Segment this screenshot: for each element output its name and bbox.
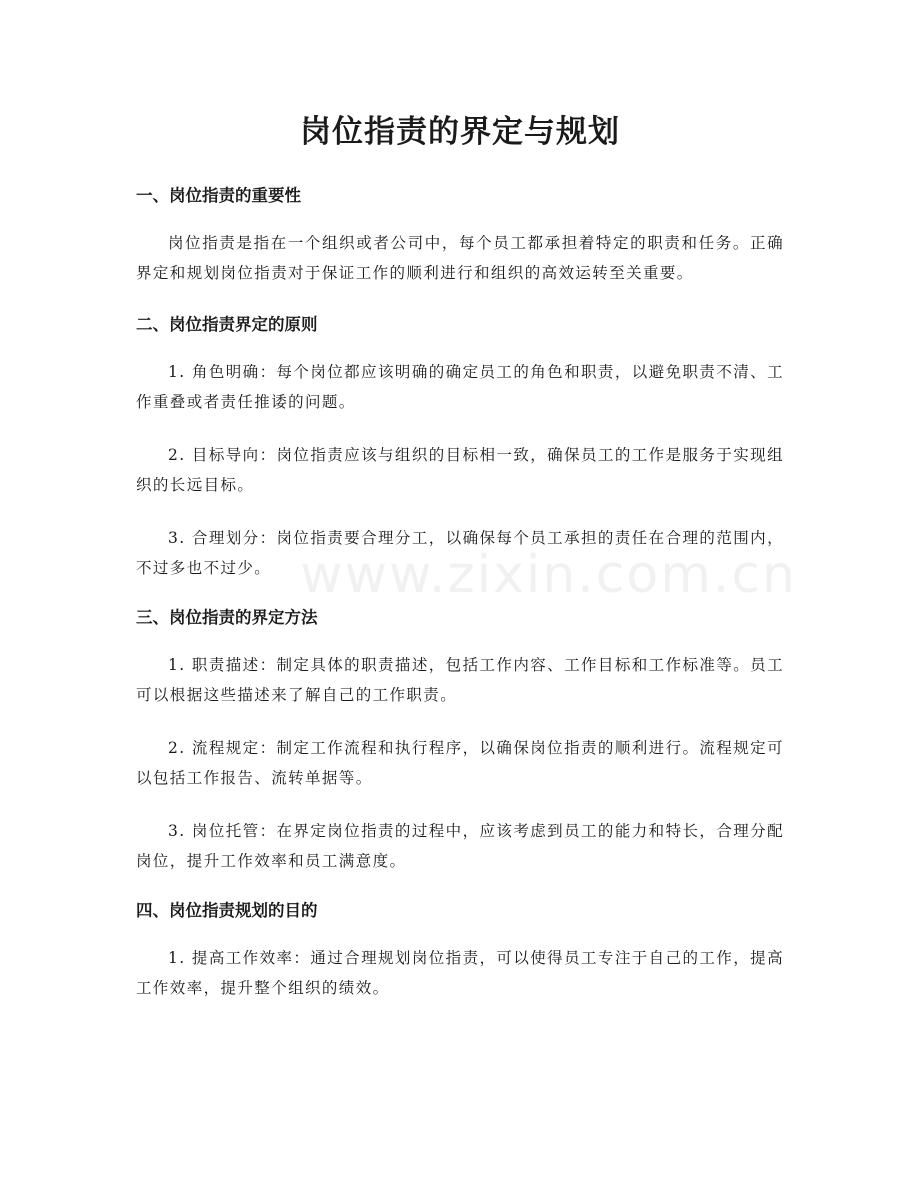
section-importance [136, 184, 784, 288]
section-heading: 二、岗位指责界定的原则 [136, 315, 318, 334]
list-item: 1. 职责描述：制定具体的职责描述，包括工作内容、工作目标和工作标准等。员工可以根据这些描述来了解自己的工作职责。 [136, 656, 784, 704]
document-title: 岗位指责的界定与规划 [300, 114, 620, 150]
list-item: 2. 目标导向：岗位指责应该与组织的目标相一致，确保员工的工作是服务于实现组织的长远目标。 [136, 446, 784, 494]
list-item: 1. 提高工作效率：通过合理规划岗位指责，可以使得员工专注于自己的工作，提高工作效率，提升整个组织的绩效。 [136, 949, 784, 997]
watermark: www.zixin.com.cn [300, 545, 797, 605]
section-purpose [136, 899, 784, 1003]
list-item: 2. 流程规定：制定工作流程和执行程序，以确保岗位指责的顺利进行。流程规定可以包括工作报告、流转单据等。 [136, 739, 784, 787]
section-heading: 一、岗位指责的重要性 [136, 186, 301, 205]
section-heading: 三、岗位指责的界定方法 [136, 608, 318, 627]
list-item: 3. 岗位托管：在界定岗位指责的过程中，应该考虑到员工的能力和特长，合理分配岗位，提升工作效率和员工满意度。 [136, 822, 784, 870]
list-item: 1. 角色明确：每个岗位都应该明确的确定员工的角色和职责，以避免职责不清、工作重叠或者责任推诿的问题。 [136, 363, 784, 411]
section-principles [136, 313, 784, 583]
list-item: 3. 合理划分：岗位指责要合理分工，以确保每个员工承担的责任在合理的范围内，不过多也不过少。 [136, 529, 784, 577]
section-heading: 四、岗位指责规划的目的 [136, 901, 318, 920]
section-methods [136, 606, 784, 876]
paragraph: 岗位指责是指在一个组织或者公司中，每个员工都承担着特定的职责和任务。正确界定和规划岗位指责对于保证工作的顺利进行和组织的高效运转至关重要。 [136, 234, 784, 282]
document-body [136, 184, 784, 1026]
